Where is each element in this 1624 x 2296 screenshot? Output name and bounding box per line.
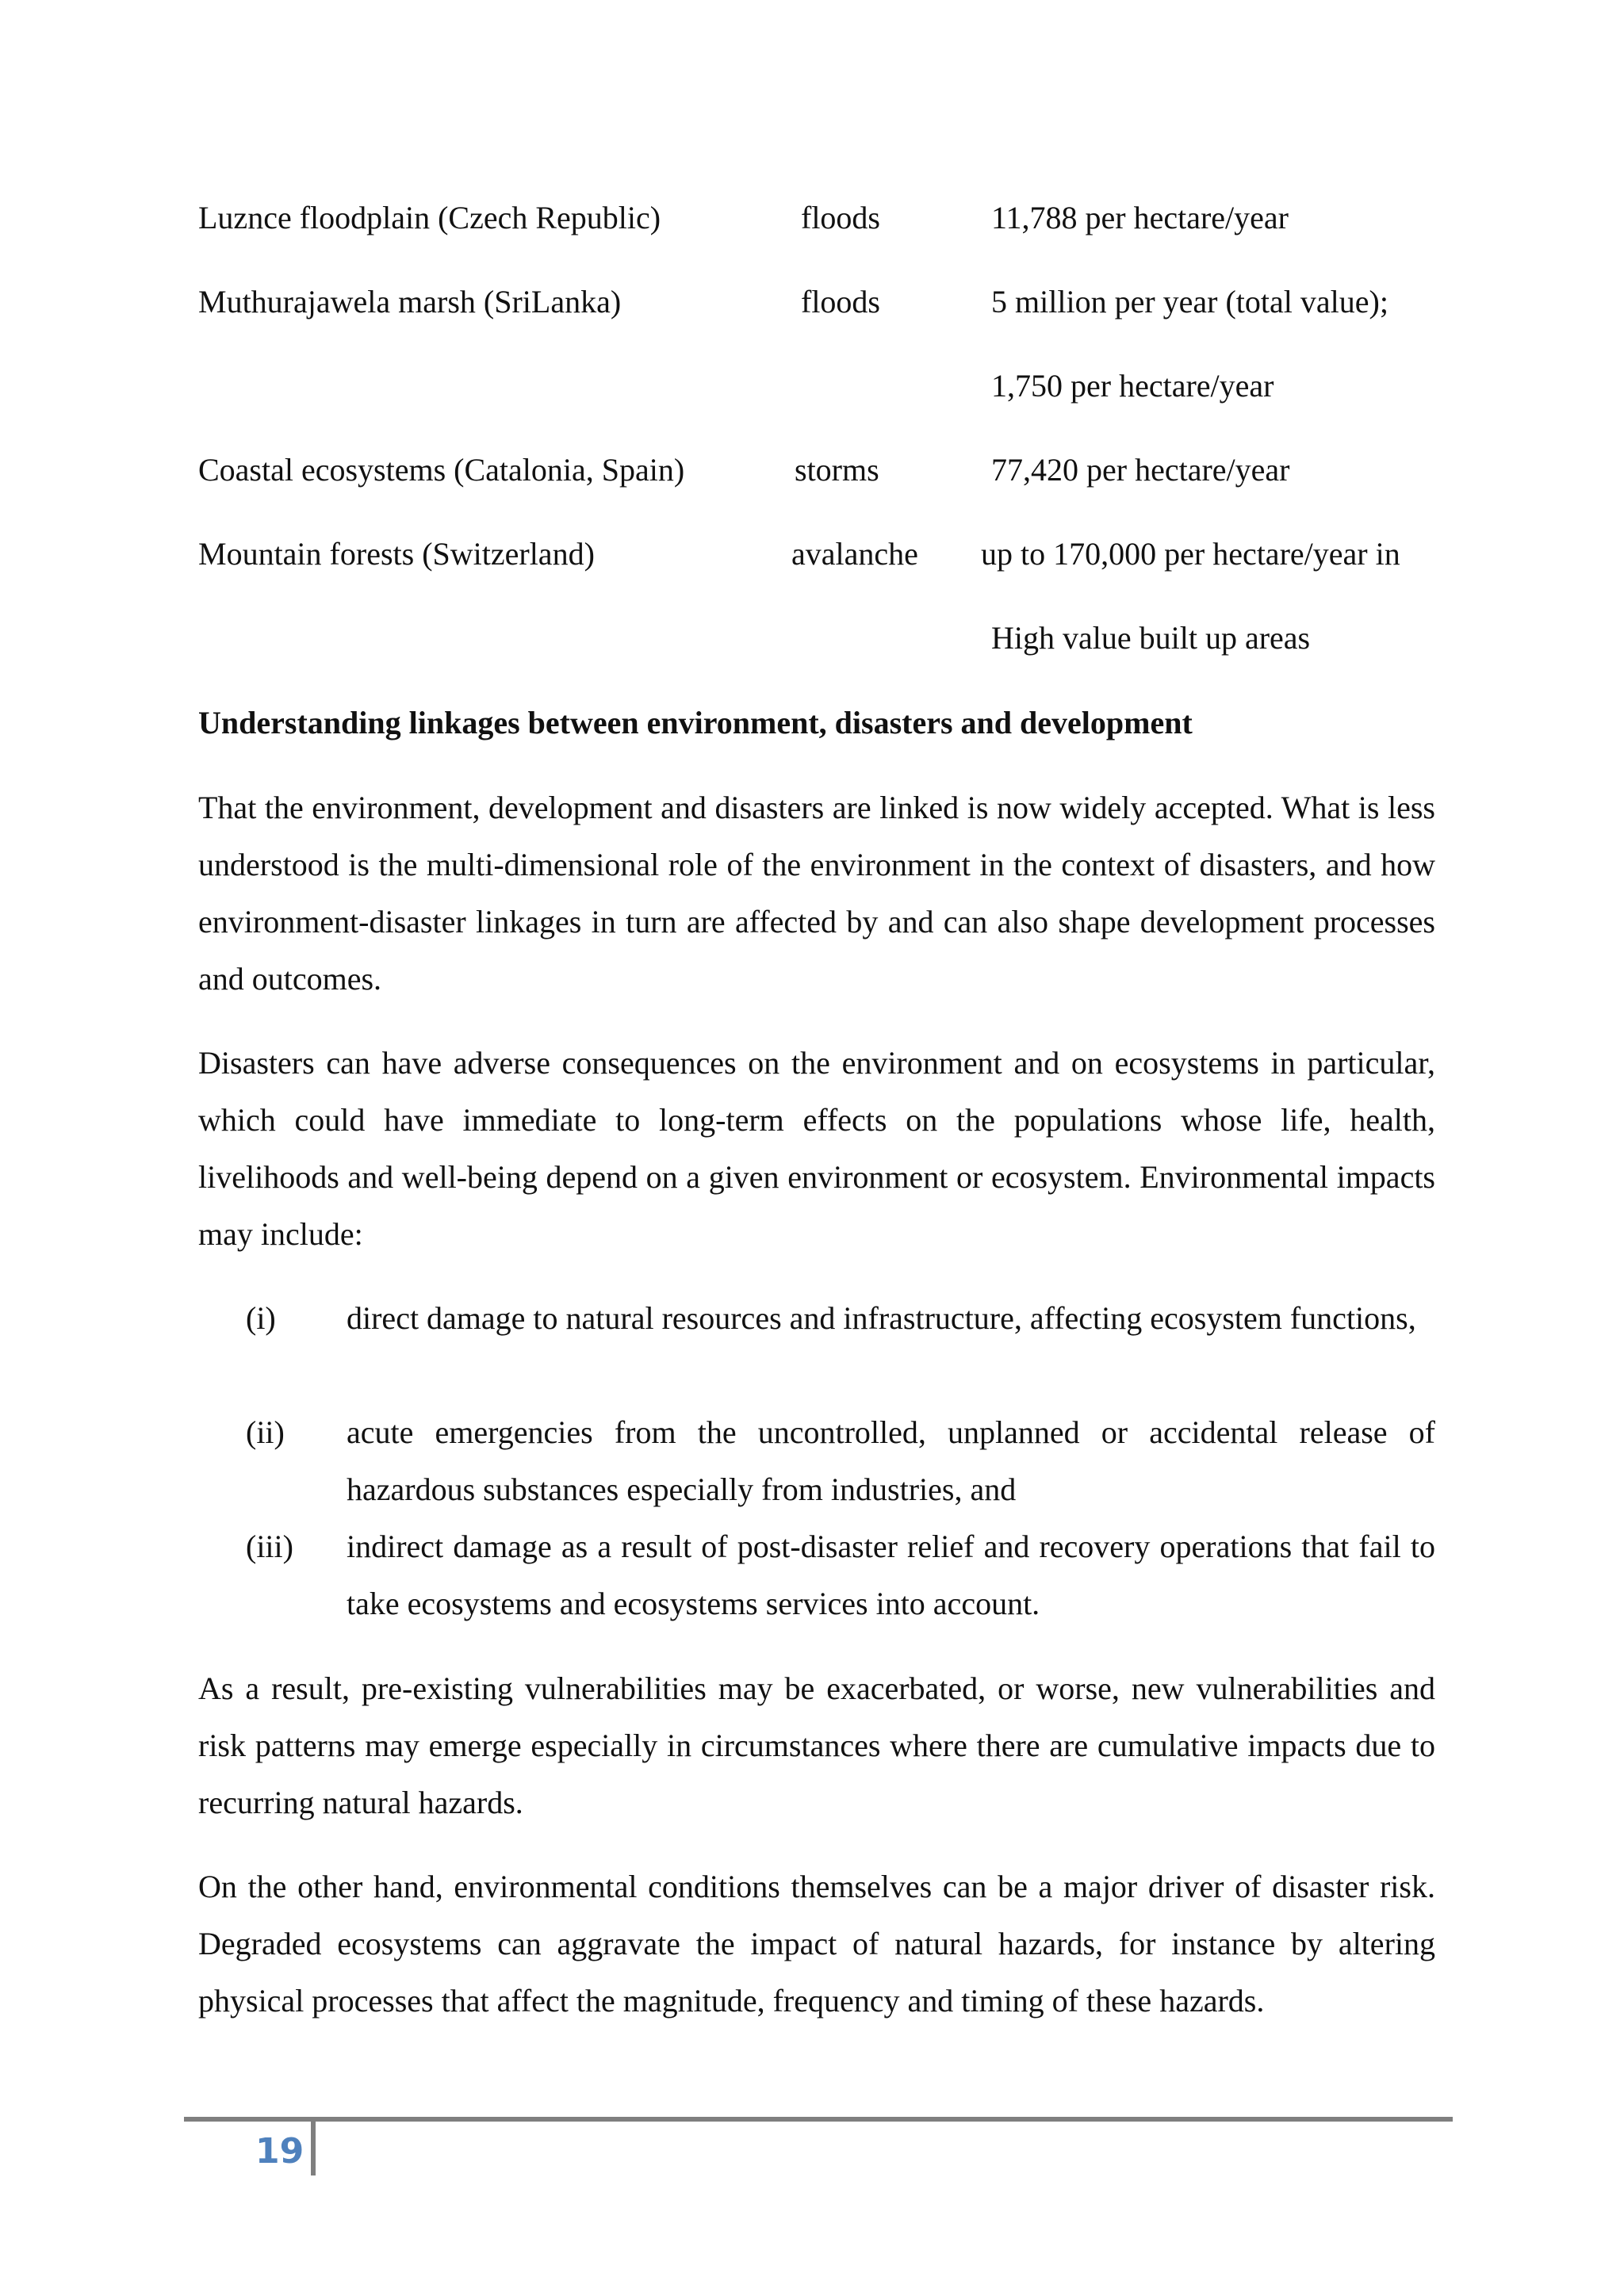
list-item-text: direct damage to natural resources and infrastructure, affecting ecosystem functions, xyxy=(347,1300,1416,1336)
table-place-cell: Muthurajawela marsh (SriLanka) xyxy=(198,284,622,320)
table-hazard-cell: floods xyxy=(801,200,880,235)
section-heading: Understanding linkages between environment, disasters and development xyxy=(198,705,1193,740)
list-item-number: (iii) xyxy=(246,1529,293,1564)
page-number: 19 xyxy=(255,2131,304,2172)
paragraph: That the environment, development and disasters are linked is now widely accepted. What is less understood is the multi-dimensional role of the environment in the context of disasters, and how environment-disaster linkages in turn are affected by and can also shape development processes and outcomes. xyxy=(198,790,1435,997)
table-value-cell: 77,420 per hectare/year xyxy=(991,452,1290,488)
list-item-text: indirect damage as a result of post-disaster relief and recovery operations that fail to take ecosystems and ecosystems services into account. xyxy=(347,1529,1435,1621)
paragraph: On the other hand, environmental conditions themselves can be a major driver of disaster risk. Degraded ecosystems can aggravate the impact of natural hazards, for instance by altering physical processes that affect the magnitude, frequency and timing of these hazards. xyxy=(198,1869,1435,2019)
table-value-cell: High value built up areas xyxy=(991,620,1311,656)
table-hazard-cell: storms xyxy=(795,452,879,488)
list-item-number: (i) xyxy=(246,1300,276,1336)
table-value-cell: up to 170,000 per hectare/year in xyxy=(981,536,1400,572)
table-value-cell: 1,750 per hectare/year xyxy=(991,368,1274,404)
table-place-cell: Mountain forests (Switzerland) xyxy=(198,536,595,572)
list-item-number: (ii) xyxy=(246,1414,285,1450)
paragraph: Disasters can have adverse consequences on the environment and on ecosystems in particular, which could have immediate to long-term effects on the populations whose life, health, livelihoods and well-being depend on a given environment or ecosystem. Environmental impacts may include: xyxy=(198,1045,1435,1252)
table-value-cell: 5 million per year (total value); xyxy=(991,284,1388,320)
paragraph: As a result, pre-existing vulnerabilities may be exacerbated, or worse, new vulnerabilities and risk patterns may emerge especially in circumstances where there are cumulative impacts due to recurring natural hazards. xyxy=(198,1670,1435,1820)
footer-rule xyxy=(184,2117,1453,2122)
table-hazard-cell: avalanche xyxy=(791,536,918,572)
table-place-cell: Luznce floodplain (Czech Republic) xyxy=(198,200,661,235)
table-place-cell: Coastal ecosystems (Catalonia, Spain) xyxy=(198,452,685,488)
footer-divider xyxy=(311,2122,316,2175)
list-item-text: acute emergencies from the uncontrolled, unplanned or accidental release of hazardous substances especially from industries, and xyxy=(347,1414,1435,1507)
table-value-cell: 11,788 per hectare/year xyxy=(991,200,1289,235)
table-hazard-cell: floods xyxy=(801,284,880,320)
